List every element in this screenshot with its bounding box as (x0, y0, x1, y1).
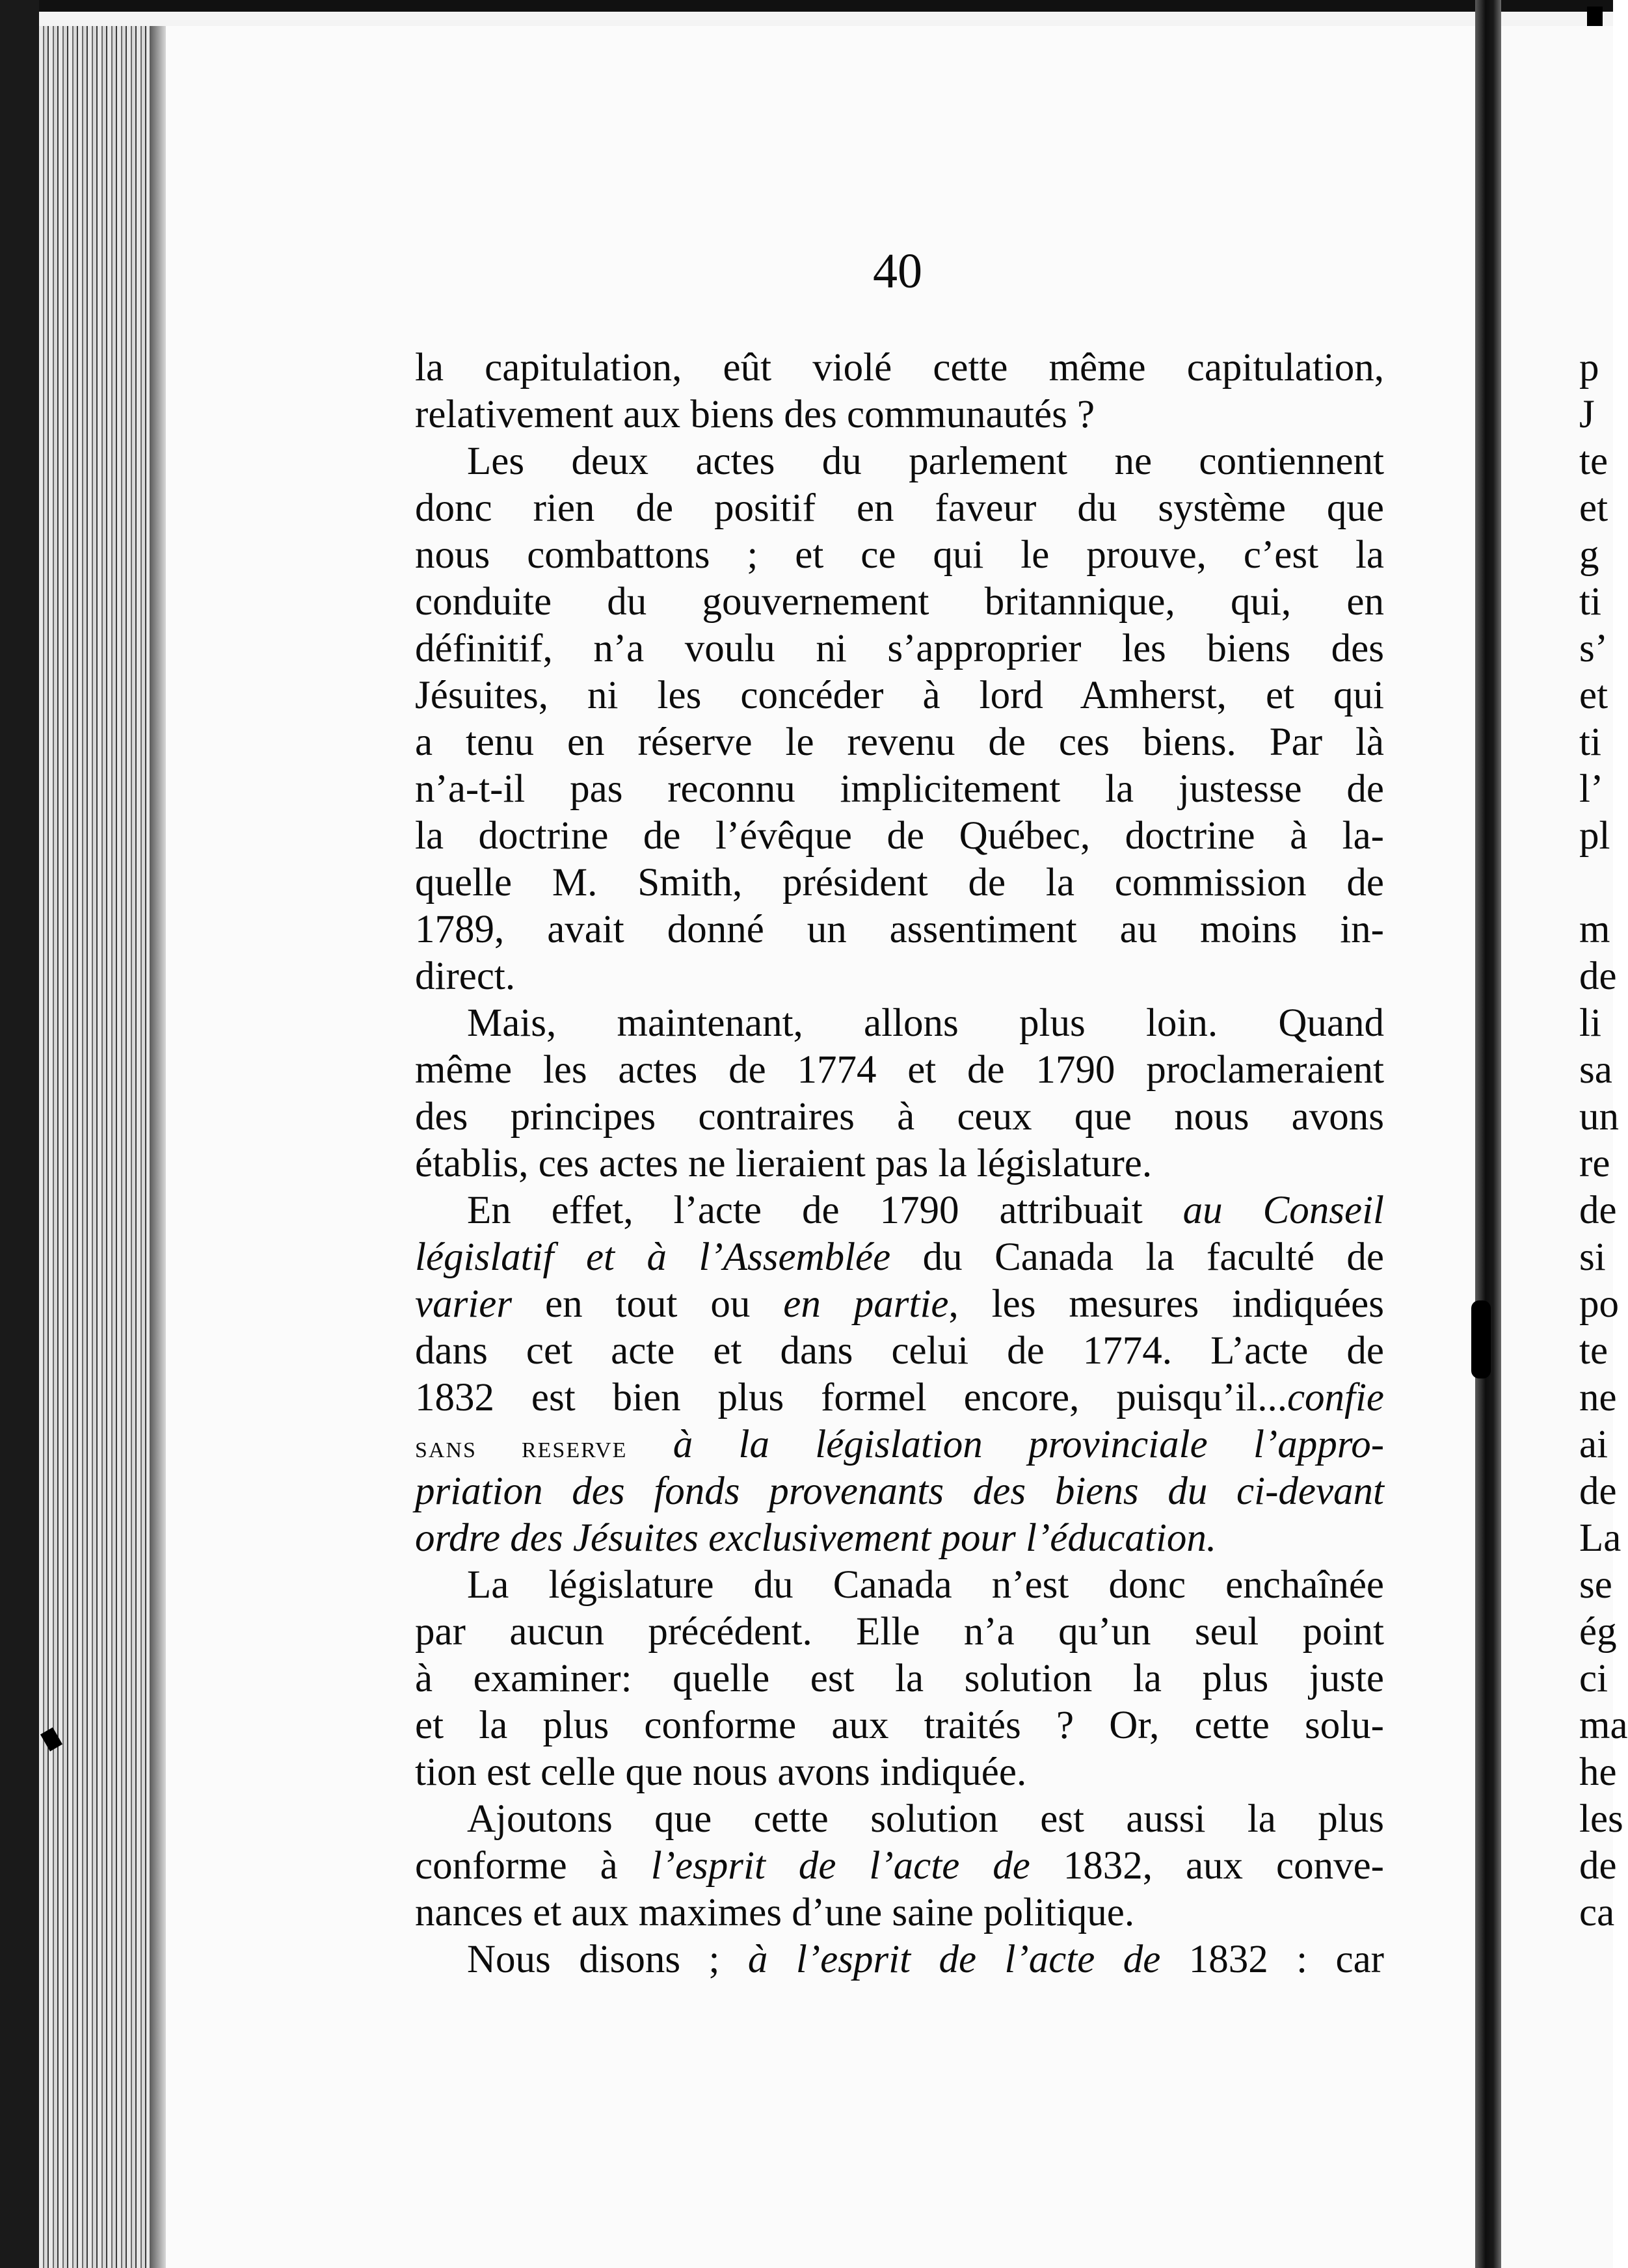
text-line (415, 1890, 1384, 1936)
text-run: dans cet acte et dans celui de 1774. L’acte de (415, 1329, 1384, 1373)
next-page-text (1579, 345, 1628, 1936)
next-page-fragment: li (1579, 1001, 1601, 1045)
page-number: 40 (873, 244, 922, 298)
next-page-fragment: te (1579, 1329, 1608, 1373)
text-run: nances et aux maximes d’une saine politique. (415, 1891, 1135, 1934)
next-page-fragment: p (1579, 346, 1599, 389)
text-run: Jésuites, ni les concéder à lord Amherst, et qui (415, 674, 1384, 717)
text-run: Les deux actes du parlement ne contiennent (467, 440, 1384, 483)
next-page-fragment: de (1579, 1470, 1617, 1513)
text-run: La législature du Canada n’est donc enchaînée (467, 1563, 1384, 1607)
next-page-fragment: g (1579, 533, 1599, 577)
text-run: des principes contraires à ceux que nous avons (415, 1095, 1384, 1139)
text-line (415, 906, 1384, 953)
italic-text: au Conseil (1182, 1189, 1385, 1232)
text-run: 1832, aux conve- (1030, 1844, 1384, 1888)
scan-border-top (0, 0, 1613, 12)
text-line (415, 1796, 1384, 1843)
italic-text: l’esprit de l’acte de (650, 1844, 1030, 1888)
italic-text: à la législation provinciale l’appro- (627, 1423, 1385, 1466)
text-line (415, 1749, 1384, 1796)
next-page-fragment: sa (1579, 1048, 1612, 1092)
text-run: établis, ces actes ne lieraient pas la législature. (415, 1142, 1153, 1185)
text-line (415, 1936, 1384, 1983)
italic-text: à l’esprit de l’acte de (747, 1938, 1161, 1981)
text-run: Mais, maintenant, allons plus loin. Quand (467, 1001, 1384, 1045)
text-line (415, 391, 1384, 438)
next-page-fragment: l’ (1579, 767, 1604, 811)
text-run: et la plus conforme aux traités ? Or, cette solu- (415, 1704, 1384, 1747)
text-run: 1832 est bien plus formel encore, puisqu’il... (415, 1376, 1287, 1419)
next-page-fragment: ci (1579, 1657, 1608, 1700)
next-page-fragment: ma (1579, 1704, 1628, 1747)
text-line (415, 1515, 1384, 1562)
next-page-fragment: et (1579, 674, 1608, 717)
text-run: 1789, avait donné un assentiment au moins in- (415, 908, 1384, 951)
next-page-fragment: he (1579, 1750, 1617, 1794)
next-page-fragment: re (1579, 1142, 1610, 1185)
italic-text: confie (1287, 1376, 1384, 1419)
next-page-fragment: ne (1579, 1376, 1617, 1419)
next-page-fragment: et (1579, 486, 1608, 530)
next-page-fragment: de (1579, 1189, 1617, 1232)
text-line (415, 1187, 1384, 1234)
text-line (415, 860, 1384, 906)
text-run: a tenu en réserve le revenu de ces biens. Par là (415, 720, 1384, 764)
text-line (415, 1375, 1384, 1421)
next-page-fragment: de (1579, 1844, 1617, 1888)
next-page-fragment: se (1579, 1563, 1612, 1607)
text-run: en tout ou (512, 1282, 784, 1326)
book-gutter (1475, 0, 1501, 2268)
text-run: tion est celle que nous avons indiquée. (415, 1750, 1027, 1794)
text-run: direct. (415, 955, 516, 998)
gutter-shadow (1471, 1300, 1491, 1378)
text-line (415, 672, 1384, 719)
next-page-fragment: de (1579, 955, 1617, 998)
italic-text: législatif et à l’Assemblée (415, 1235, 891, 1279)
text-run: nous combattons ; et ce qui le prouve, c’est la (415, 533, 1384, 577)
italic-text: ordre des Jésuites exclusivement pour l’éducation. (415, 1516, 1217, 1560)
text-run: Ajoutons que cette solution est aussi la plus (467, 1797, 1384, 1841)
next-page-fragment: pl (1579, 814, 1610, 858)
text-line (415, 579, 1384, 626)
text-line (415, 1328, 1384, 1375)
next-page-fragment: un (1579, 1095, 1619, 1139)
text-run: donc rien de positif en faveur du système que (415, 486, 1384, 530)
text-line (415, 1000, 1384, 1047)
text-run: la capitulation, eût violé cette même capitulation, (415, 346, 1384, 389)
italic-text: priation des fonds provenants des biens du ci-devant (415, 1470, 1384, 1513)
next-page-fragment: J (1579, 393, 1595, 436)
text-line (415, 1094, 1384, 1141)
scan-border-left (0, 0, 39, 2268)
text-line (415, 719, 1384, 766)
text-line (415, 953, 1384, 1000)
text-line (415, 1562, 1384, 1609)
text-run: relativement aux biens des communautés ? (415, 393, 1095, 436)
small-caps-text: sans reserve (415, 1430, 628, 1464)
next-page-fragment: ca (1579, 1891, 1615, 1934)
text-line (415, 1468, 1384, 1515)
italic-text: en partie (783, 1282, 949, 1326)
text-run: même les actes de 1774 et de 1790 proclameraient (415, 1048, 1384, 1092)
next-page-fragment: La (1579, 1516, 1621, 1560)
next-page-fragment: ai (1579, 1423, 1608, 1466)
next-page-fragment: ég (1579, 1610, 1617, 1654)
text-line (415, 1609, 1384, 1655)
text-line (415, 766, 1384, 813)
text-line (415, 1047, 1384, 1094)
page-text (415, 345, 1384, 1983)
text-run: quelle M. Smith, président de la commission de (415, 861, 1384, 904)
next-page-fragment: les (1579, 1797, 1623, 1841)
text-run: définitif, n’a voulu ni s’approprier les biens des (415, 627, 1384, 670)
text-line (415, 813, 1384, 860)
page-edges (39, 26, 163, 2268)
text-run: 1832 : car (1160, 1938, 1384, 1981)
next-page-fragment: m (1579, 908, 1610, 951)
next-page-fragment (1579, 860, 1613, 906)
text-run: Nous disons ; (467, 1938, 748, 1981)
text-line (415, 1234, 1384, 1281)
text-run: par aucun précédent. Elle n’a qu’un seul point (415, 1610, 1384, 1654)
text-line (415, 1655, 1384, 1702)
next-page-fragment: te (1579, 440, 1608, 483)
text-run: la doctrine de l’évêque de Québec, doctrine à la- (415, 814, 1384, 858)
text-run: à examiner: quelle est la solution la plus juste (415, 1657, 1384, 1700)
text-run: conforme à (415, 1844, 651, 1888)
text-run: En effet, l’acte de 1790 attribuait (467, 1189, 1183, 1232)
text-line (415, 626, 1384, 672)
text-line (415, 345, 1384, 391)
text-line (415, 1421, 1384, 1468)
text-line (415, 438, 1384, 485)
text-run: conduite du gouvernement britannique, qui, en (415, 580, 1384, 624)
text-run: n’a-t-il pas reconnu implicitement la justesse de (415, 767, 1384, 811)
text-line (415, 1702, 1384, 1749)
text-line (415, 1281, 1384, 1328)
text-line (415, 1843, 1384, 1890)
text-run: , les mesures indiquées (948, 1282, 1384, 1326)
next-page-fragment: ti (1579, 720, 1601, 764)
text-run: du Canada la faculté de (890, 1235, 1384, 1279)
next-page-fragment: si (1579, 1235, 1606, 1279)
text-line (415, 532, 1384, 579)
italic-text: varier (415, 1282, 513, 1326)
next-page-fragment: s’ (1579, 627, 1608, 670)
next-page-fragment: po (1579, 1282, 1619, 1326)
next-page-fragment: ti (1579, 580, 1601, 624)
text-line (415, 485, 1384, 532)
text-line (415, 1141, 1384, 1187)
